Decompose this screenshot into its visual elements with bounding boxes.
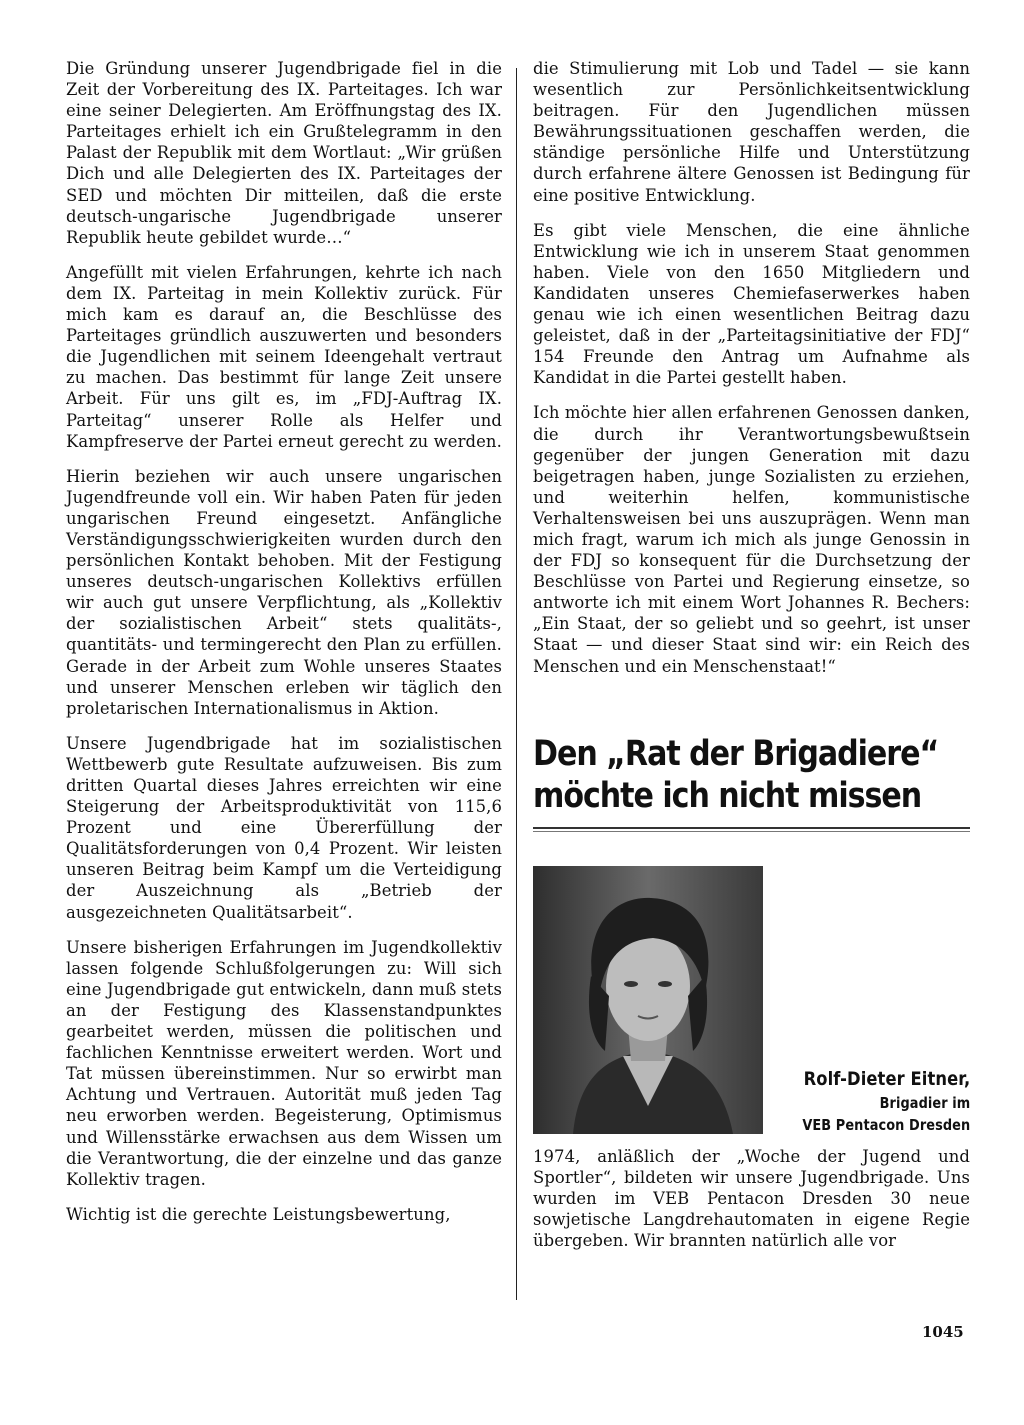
paragraph: Unsere Jugendbrigade hat im sozialistischen Wettbewerb gute Resultate aufzuweisen. Bis zum dritten Quartal dieses Jahres erreichten wir eine Steigerung der Arbeitsproduktivität von 115,6 Prozent und eine Übererfüllung der Qualitätsforderungen von 0,4 Prozent. Wir leisten unseren Beitrag beim Kampf um die Verteidigung der Auszeichnung als „Betrieb der ausgezeichneten Qualitätsarbeit“. <box>66 733 502 922</box>
right-column <box>533 58 970 1265</box>
caption-name: Rolf-Dieter Eitner, <box>803 1067 970 1090</box>
paragraph: Es gibt viele Menschen, die eine ähnliche Entwicklung wie ich in unserem Staat genommen haben. Viele von den 1650 Mitgliedern und Kandidaten unseres Chemiefaserwerkes haben genau wie ich einen wesentlichen Beitrag dazu geleistet, daß in der „Parteitagsinitiative der FDJ“ 154 Freunde den Antrag um Aufnahme als Kandidat in die Partei gestellt haben. <box>533 220 970 388</box>
photo-caption <box>802 1066 970 1136</box>
paragraph: Wichtig ist die gerechte Leistungsbewertung, <box>66 1204 451 1224</box>
page-number: 1045 <box>922 1323 964 1341</box>
column-divider <box>516 68 517 1300</box>
paragraph: Ich möchte hier allen erfahrenen Genossen danken, die durch ihr Verantwortungsbewußtsein gegenüber der jungen Generation mit dazu beigetragen haben, junge Sozialisten zu erziehen, und weiterhin helfen, kommunistische Verhaltensweisen bei uns auszuprägen. Wenn man mich fragt, warum ich mich als junge Genossin in der FDJ so konsequent für die Durchsetzung der Beschlüsse von Partei und Regierung einsetze, so antworte ich mit einem Wort Johannes R. Bechers: „Ein Staat, der so geliebt und so geehrt, ist unser Staat — und dieser Staat sind wir: ein Reich des Menschen und ein Menschenstaat!“ <box>533 403 970 676</box>
paragraph: Die Gründung unserer Jugendbrigade fiel in die Zeit der Vorbereitung des IX. Parteitages. Ich war eine seiner Delegierten. Am Eröffnungstag des IX. Parteitages erhielt ich ein Grußtelegramm in den Palast der Republik mit dem Wortlaut: „Wir grüßen Dich und alle Delegierten des IX. Parteitages der SED und möchten Dir mitteilen, daß die erste deutsch-ungarische Jugendbrigade unserer Republik heute gebildet wurde…“ <box>66 59 502 247</box>
article-headline: Den „Rat der Brigadiere“ möchte ich nicht missen <box>533 733 939 816</box>
portrait-photo <box>533 866 763 1134</box>
caption-company: VEB Pentacon Dresden <box>802 1115 970 1134</box>
paragraph: 1974, anläßlich der „Woche der Jugend und Sportler“, bildeten wir unsere Jugendbrigade. Uns wurden im VEB Pentacon Dresden 30 neue sowjetische Langdrehautomaten in eigene Regie übergeben. Wir brannten natürlich alle vor <box>533 1146 970 1250</box>
left-column <box>66 58 502 1239</box>
paragraph: die Stimulierung mit Lob und Tadel — sie kann wesentlich zur Persönlichkeitsentwicklung beitragen. Für den Jugendlichen müssen Bewährungssituationen geschaffen werden, die ständige persönliche Hilfe und Unterstützung durch erfahrene ältere Genossen ist Bedingung für eine positive Entwicklung. <box>533 59 970 205</box>
headline-rule <box>533 827 970 832</box>
paragraph: Hierin beziehen wir auch unsere ungarischen Jugendfreunde voll ein. Wir haben Paten für jeden ungarischen Freund eingesetzt. Anfängliche Verständigungsschwierigkeiten wurden durch den persönlichen Kontakt behoben. Mit der Festigung unseres deutsch-ungarischen Kollektivs erfüllen wir auch gut unsere Verpflichtung, als „Kollektiv der sozialistischen Arbeit“ stets qualitäts-, quantitäts- und termingerecht den Plan zu erfüllen. Gerade in der Arbeit zum Wohle unseres Staates und unserer Menschen erleben wir täglich den proletarischen Internationalismus in Aktion. <box>66 466 502 718</box>
portrait-block <box>533 866 970 1146</box>
paragraph: Unsere bisherigen Erfahrungen im Jugendkollektiv lassen folgende Schlußfolgerungen zu: Will sich eine Jugendbrigade gut entwickeln, dann muß stets an der Festigung des Klassenstandpunktes gearbeitet werden, müssen die politischen und fachlichen Kenntnisse erweitert werden. Wort und Tat müssen übereinstimmen. Nur so erwirbt man Achtung und Vertrauen. Autorität muß jeden Tag neu erworben werden. Begeisterung, Optimismus und Willensstärke erwachsen aus dem Wissen um die Verantwortung, die der einzelne und das ganze Kollektiv tragen. <box>66 937 502 1189</box>
caption-role: Brigadier im <box>879 1093 970 1112</box>
paragraph: Angefüllt mit vielen Erfahrungen, kehrte ich nach dem IX. Parteitag in mein Kollektiv zurück. Für mich kam es darauf an, die Beschlüsse des Parteitages gründlich auszuwerten und besonders die Jugendlichen mit seinem Ideengehalt vertraut zu machen. Das bestimmt für lange Zeit unsere Arbeit. Für uns gilt es, im „FDJ-Auftrag IX. Parteitag“ unserer Rolle als Helfer und Kampfreserve der Partei erneut gerecht zu werden. <box>66 262 502 451</box>
